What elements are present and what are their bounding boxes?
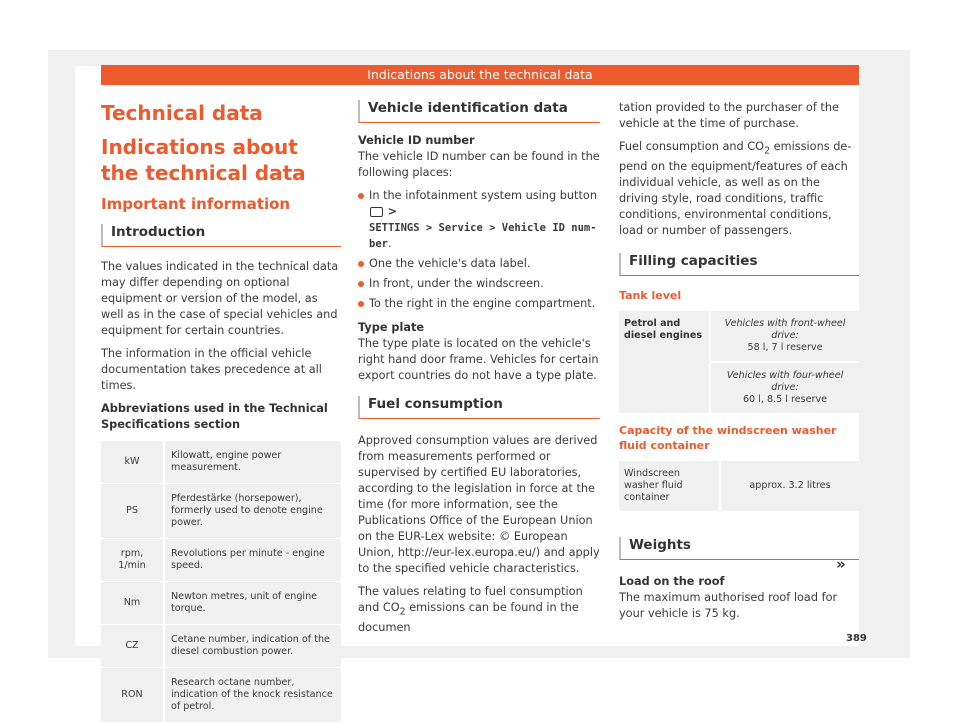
abbreviations-heading: Abbreviations used in the Technical Specifications section bbox=[101, 402, 328, 431]
roof-load-text: The maximum authorised roof load for your vehicle is 75 kg. bbox=[619, 591, 838, 621]
tank-level-heading: Tank level bbox=[619, 289, 682, 303]
table-row bbox=[101, 625, 341, 667]
abbreviation-cell: rpm, 1/min bbox=[101, 539, 163, 581]
continue-mark: » bbox=[836, 555, 846, 573]
washer-heading: Capacity of the windscreen washer fluid container bbox=[619, 424, 837, 453]
car-button-icon bbox=[370, 207, 383, 217]
definition-cell: Pferdestärke (horsepower), formerly used to denote engine power. bbox=[163, 484, 341, 538]
tank-engine-label: Petrol and diesel engines bbox=[619, 311, 709, 413]
fuel-paragraph-1: Approved consumption values are derived from measurements performed or supervised by certified EU laboratories, according to the legislation in force at the time (for more information, see the Publications Office of the European Union on the EUR-Lex website: © European Union, http://eur-lex.europa.eu/) and apply to the specified vehicle characteristics. bbox=[358, 434, 600, 575]
table-row bbox=[101, 582, 341, 624]
filling-capacities-heading: Filling capacities bbox=[619, 253, 859, 276]
vehicle-id-label: Vehicle ID number bbox=[358, 134, 475, 147]
definition-cell: Research octane number, indication of the knock resistance of petrol. bbox=[163, 668, 341, 722]
abbreviations-table bbox=[101, 440, 341, 723]
list-item: In front, under the windscreen. bbox=[358, 276, 600, 292]
section-title: Indications about the technical data bbox=[101, 135, 306, 185]
column-1 bbox=[101, 100, 341, 723]
fuel-consumption-heading: Fuel consumption bbox=[358, 396, 600, 419]
type-plate-text: The type plate is located on the vehicle's right hand door frame. Vehicles for certain export countries do not have a type plate. bbox=[358, 337, 599, 382]
page-number: 389 bbox=[846, 633, 867, 644]
roof-load-label: Load on the roof bbox=[619, 575, 725, 589]
intro-paragraph-2: The information in the official vehicle documentation takes precedence at all times. bbox=[101, 347, 322, 392]
tank-front-wheel: Vehicles with front-wheel drive: 58 l, 7 l reserve bbox=[709, 311, 859, 361]
definition-cell: Newton metres, unit of engine torque. bbox=[163, 582, 341, 624]
bullet-icon bbox=[358, 301, 364, 307]
tank-table bbox=[619, 309, 859, 415]
abbreviation-cell: CZ bbox=[101, 625, 163, 667]
vehicle-id-text: The vehicle ID number can be found in the following places: bbox=[358, 150, 600, 179]
fuel-paragraph-3: Fuel consumption and $CO_2$ emissions depend on the equipment/features of each individual vehicle, as well as on the driving style, road conditions, traffic conditions, environmental conditions, load or number of passengers. bbox=[619, 140, 852, 238]
tank-four-wheel: Vehicles with four-wheel drive: 60 l, 8.5 l reserve bbox=[709, 363, 859, 413]
weights-heading: Weights bbox=[619, 537, 859, 560]
table-row bbox=[101, 539, 341, 581]
type-plate-label: Type plate bbox=[358, 321, 425, 334]
table-row bbox=[101, 668, 341, 722]
fuel-paragraph-2: The values relating to fuel consumption and $CO_2$ emissions can be found in the documen bbox=[358, 585, 583, 635]
washer-value: approx. 3.2 litres bbox=[719, 461, 859, 511]
vehicle-id-heading: Vehicle identification data bbox=[358, 100, 600, 123]
bullet-icon bbox=[358, 193, 364, 199]
list-item: One the vehicle's data label. bbox=[358, 256, 600, 272]
washer-label: Windscreen washer fluid container bbox=[619, 461, 719, 511]
abbreviation-cell: kW bbox=[101, 441, 163, 483]
fuel-paragraph-continued: tation provided to the purchaser of the vehicle at the time of purchase. bbox=[619, 101, 839, 130]
running-header: Indications about the technical data bbox=[101, 65, 859, 85]
chapter-title: Technical data bbox=[101, 101, 263, 125]
column-3 bbox=[619, 100, 859, 629]
list-item: To the right in the engine compartment. bbox=[358, 296, 600, 312]
column-2 bbox=[358, 100, 600, 643]
list-item: In the infotainment system using button > SETTINGS > Service > Vehicle ID number. bbox=[358, 188, 600, 252]
bullet-icon bbox=[358, 281, 364, 287]
intro-heading: Introduction bbox=[101, 224, 341, 247]
definition-cell: Cetane number, indication of the diesel combustion power. bbox=[163, 625, 341, 667]
abbreviation-cell: RON bbox=[101, 668, 163, 722]
subsection-title: Important information bbox=[101, 195, 291, 213]
table-row bbox=[101, 484, 341, 538]
menu-path: SETTINGS > Service > Vehicle ID number bbox=[369, 222, 597, 250]
intro-paragraph-1: The values indicated in the technical data may differ depending on optional equipment or version of the model, as well as in the case of special vehicles and equipment for certain countries. bbox=[101, 260, 339, 337]
washer-table bbox=[619, 459, 859, 513]
definition-cell: Kilowatt, engine power measurement. bbox=[163, 441, 341, 483]
definition-cell: Revolutions per minute - engine speed. bbox=[163, 539, 341, 581]
bullet-icon bbox=[358, 261, 364, 267]
abbreviation-cell: PS bbox=[101, 484, 163, 538]
abbreviation-cell: Nm bbox=[101, 582, 163, 624]
table-row bbox=[101, 441, 341, 483]
